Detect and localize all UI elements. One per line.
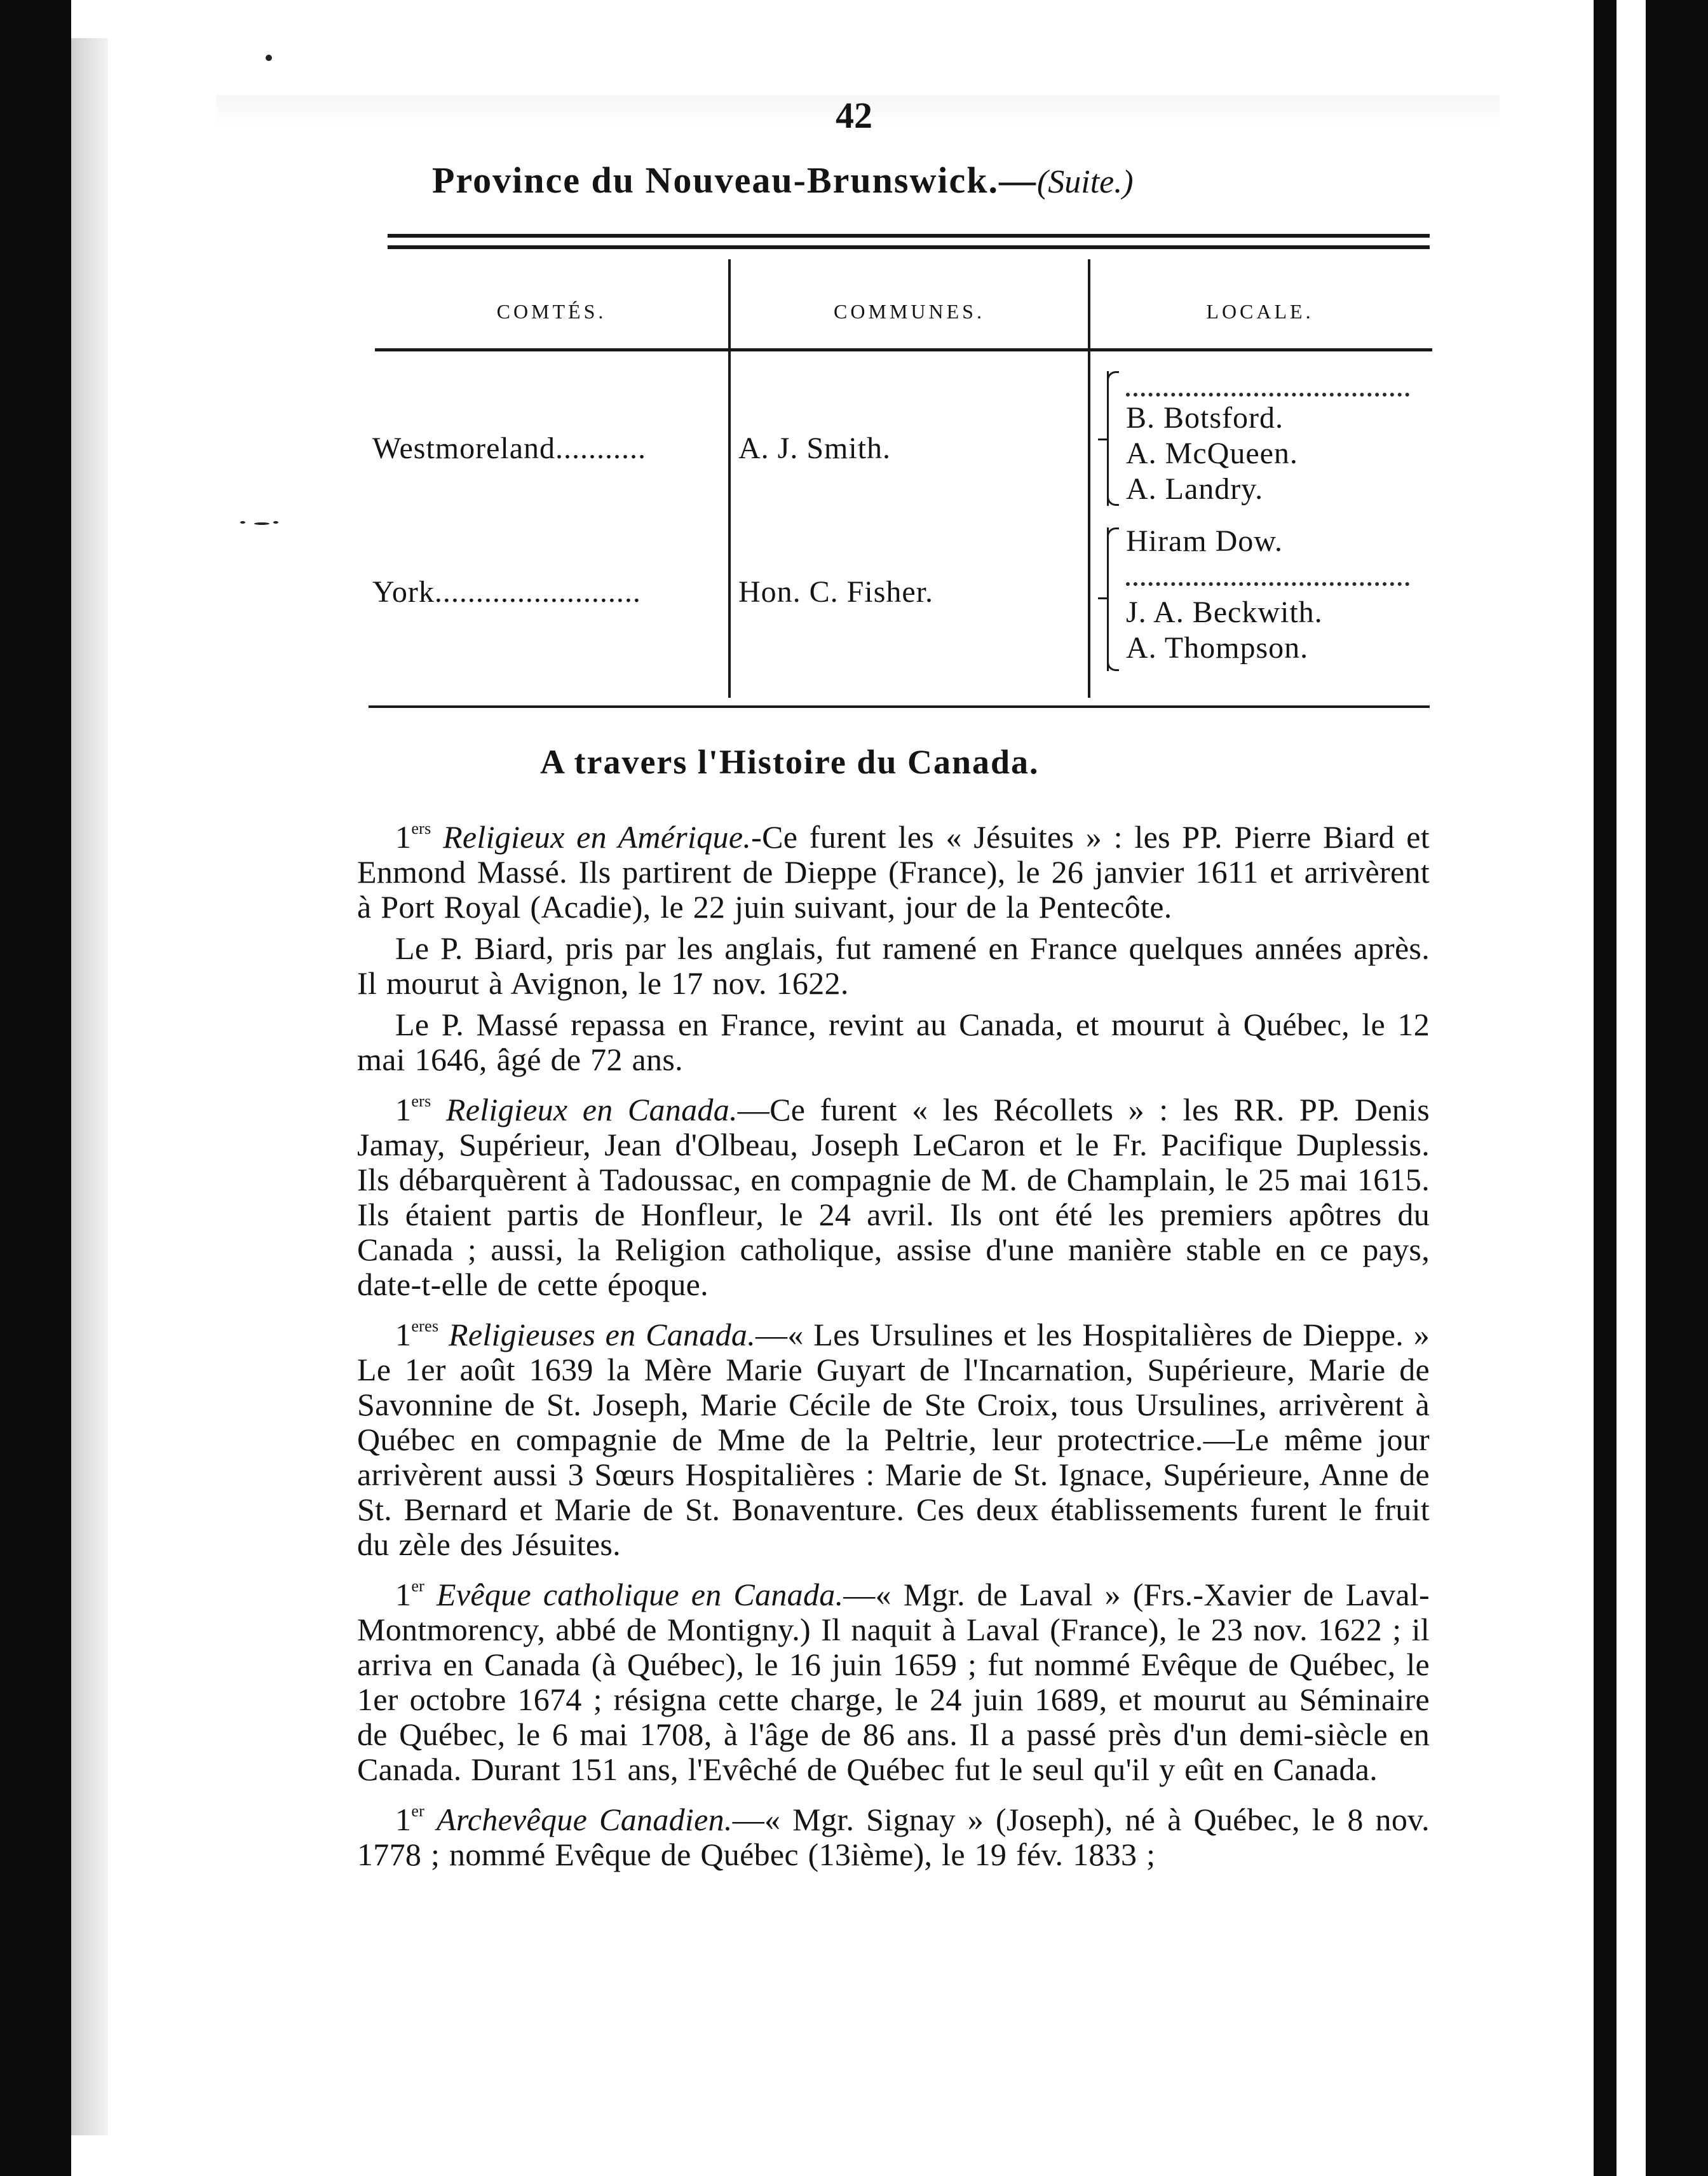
table-row-locale: A. McQueen. (1126, 437, 1298, 470)
scan-left-border (0, 0, 71, 2176)
table-row-brace (1107, 527, 1122, 671)
paragraph-ordinal: 1 (395, 819, 412, 855)
paragraph-text: —« Mgr. de Laval » (Frs.-Xavier de Laval-Montmorency, abbé de Montigny.) Il naquit à Laval (France), le 23 nov. 1622 ; il arriva en Canada (à Québec), le 16 juin 1659 ; fut nommé Evêque de Québec, le 1er octobre 1674 ; résigna cette charge, le 24 juin 1689, et mourut au Séminaire de Québec, le 6 mai 1708, à l'âge de 86 ans. Il a passé près d'un demi-siècle en Canada. Durant 151 ans, l'Evêché de Québec fut le seul qu'il y eût en Canada. (357, 1577, 1430, 1787)
table-row-brace-point (1098, 597, 1107, 599)
section-title: A travers l'Histoire du Canada. (540, 743, 1040, 781)
paragraph (357, 811, 1430, 925)
table-row-brace (1107, 371, 1122, 506)
table-row-vacant-locale (1126, 393, 1409, 397)
paragraph (357, 1084, 1430, 1302)
scan-speck (273, 521, 278, 524)
table-row-locale: B. Botsford. (1126, 401, 1284, 435)
scan-speck (266, 55, 272, 61)
paragraph-lead: Religieuses en Canada. (449, 1317, 756, 1352)
paragraph-ordinal: 1 (395, 1317, 412, 1352)
paragraph (357, 1309, 1430, 1562)
table-header-locale: LOCALE. (1206, 300, 1314, 323)
paragraph (357, 1793, 1430, 1872)
paragraph-text: —« Les Ursulines et les Hospitalières de Dieppe. » Le 1er août 1639 la Mère Marie Guyart de l'Incarnation, Supérieure, Marie de Savonnine de St. Joseph, Marie Cécile de Ste Croix, tous Ursulines, arrivèrent à Québec en compagnie de Mme de la Peltrie, leur protectrice.—Le même jour arrivèrent aussi 3 Sœurs Hospitalières : Marie de St. Ignace, Supérieure, Anne de St. Bernard et Marie de St. Bonaventure. Ces deux établissements furent le fruit du zèle des Jésuites. (357, 1317, 1430, 1562)
paragraph (357, 931, 1430, 1001)
paragraph-ordinal: 1 (395, 1092, 412, 1127)
table-divider-2 (1088, 259, 1090, 698)
scan-speck (254, 522, 269, 525)
paragraph-lead: Archevêque Canadien. (437, 1802, 733, 1837)
paragraph-ordinal-suffix: ers (411, 819, 431, 838)
table-header-comtes: COMTÉS. (496, 300, 607, 323)
paragraph (357, 1568, 1430, 1787)
table-row-brace-point (1098, 439, 1107, 440)
title-rule-bottom (388, 245, 1430, 249)
paragraph-lead: Religieux en Canada. (445, 1092, 738, 1127)
title-rule-top (388, 234, 1430, 238)
page-title-main: Province du Nouveau-Brunswick. (432, 160, 999, 201)
paragraph (357, 1007, 1430, 1077)
scan-right-gap (1616, 0, 1646, 2176)
paragraph-ordinal-suffix: er (411, 1802, 425, 1820)
paragraph-lead: Evêque catholique en Canada. (437, 1577, 844, 1612)
page-title (432, 159, 1134, 201)
paragraph-text: Le P. Biard, pris par les anglais, fut ramené en France quelques années après. Il mourut à Avignon, le 17 nov. 1622. (357, 930, 1430, 1001)
paragraph-ordinal: 1 (395, 1802, 412, 1837)
table-bottom-rule (369, 705, 1430, 708)
scan-left-shadow (71, 38, 108, 2135)
paragraph-lead: Religieux en Amérique. (443, 819, 752, 855)
paragraph-text: -Ce furent les « Jésuites » : les PP. Pierre Biard et Enmond Massé. Ils partirent de Dieppe (France), le 26 janvier 1611 et arrivèrent à Port Royal (Acadie), le 22 juin suivant, jour de la Pentecôte. (357, 819, 1430, 925)
paragraph-ordinal-suffix: er (411, 1577, 425, 1595)
paragraph-ordinal-suffix: eres (411, 1317, 439, 1335)
table-divider-1 (728, 259, 731, 698)
page-title-dash: — (998, 160, 1037, 201)
table-row-locale: J. A. Beckwith. (1126, 595, 1323, 629)
table-row-locale: A. Landry. (1126, 472, 1264, 506)
page-number: 42 (836, 95, 872, 136)
section-body (357, 811, 1430, 1879)
page-title-suite: (Suite.) (1036, 164, 1134, 200)
scan-right-border (1594, 0, 1616, 2176)
paragraph-text: —« Mgr. Signay » (Joseph), né à Québec, le 8 nov. 1778 ; nommé Evêque de Québec (13ième), le 19 fév. 1833 ; (357, 1802, 1430, 1872)
table-row-commons: Hon. C. Fisher. (738, 575, 934, 609)
paragraph-text: —Ce furent « les Récollets » : les RR. PP. Denis Jamay, Supérieur, Jean d'Olbeau, Joseph LeCaron et le Fr. Pacifique Duplessis. Ils débarquèrent à Tadoussac, en compagnie de M. de Champlain, le 25 mai 1615. Ils étaient partis de Honfleur, le 24 avril. Ils ont été les premiers apôtres du Canada ; aussi, la Religion catholique, assise d'une manière stable en ce pays, date-t-elle de cette époque. (357, 1092, 1430, 1302)
paragraph-ordinal-suffix: ers (411, 1092, 431, 1110)
paragraph-ordinal: 1 (395, 1577, 412, 1612)
table-row-locale: A. Thompson. (1126, 631, 1309, 665)
table-row-county: Westmoreland........... (372, 432, 647, 465)
table-row-vacant-locale (1126, 582, 1409, 586)
table-header-rule (375, 348, 1432, 351)
scan-speck (240, 521, 245, 524)
scan-right-edge (1646, 0, 1708, 2176)
table-header-communes: COMMUNES. (834, 300, 985, 323)
table-row-locale: Hiram Dow. (1126, 524, 1283, 558)
table-row-county: York......................... (372, 575, 641, 609)
table-row-commons: A. J. Smith. (738, 432, 891, 465)
paragraph-text: Le P. Massé repassa en France, revint au Canada, et mourut à Québec, le 12 mai 1646, âgé de 72 ans. (357, 1007, 1430, 1077)
